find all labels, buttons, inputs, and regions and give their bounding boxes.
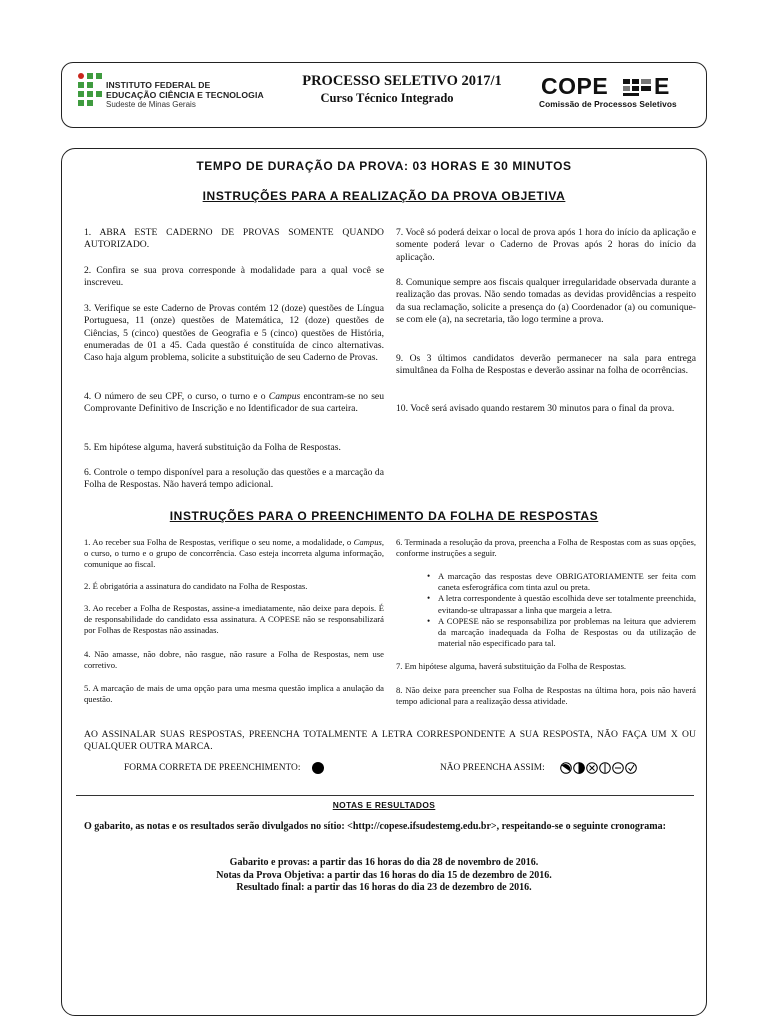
institution-line-2: EDUCAÇÃO CIÊNCIA E TECNOLOGIA [106,89,264,100]
answer-sheet-item-1-campus: Campus [353,537,382,547]
cope-logo [537,73,702,113]
exam-subtitle: Curso Técnico Integrado [320,91,454,105]
answer-sheet-item-5: 5. A marcação de mais de uma opção para uma mesma questão implica a anulação da questão. [84,683,384,705]
answer-sheet-item-7: 7. Em hipótese alguma, haverá substituição da Folha de Respostas. [396,661,627,671]
correct-marking-label: FORMA CORRETA DE PREENCHIMENTO: [124,763,301,773]
objective-item-10: 10. Você será avisado quando restarem 30 minutos para o final da prova. [396,403,675,414]
objective-item-4 [84,391,384,416]
answer-sheet-item-6: 6. Terminada a resolução da prova, preencha a Folha de Respostas com as suas opções, conforme instruções a seguir. [396,537,696,559]
schedule-item-gabarito: Gabarito e provas: a partir das 16 horas do dia 28 de novembro de 2016. [229,857,539,868]
exam-title-block [262,73,542,106]
answer-sheet-item-8: 8. Não deixe para preencher sua Folha de Respostas na última hora, pois não haverá tempo adicional para a realização dessa atividade. [396,685,696,707]
answer-sheet-item-1-text: 1. Ao receber sua Folha de Respostas, verifique o seu nome, a modalidade, o [84,537,354,547]
schedule-item-notas: Notas da Prova Objetiva: a partir das 16 horas do dia 15 de dezembro de 2016. [216,869,552,881]
filled-bubble-icon [312,762,324,774]
answer-sheet-bullet-list [420,571,696,649]
incorrect-bubbles-icon [560,761,650,775]
exam-duration: TEMPO DE DURAÇÃO DA PROVA: 03 HORAS E 30 MINUTOS [196,159,572,173]
objective-item-3: 3. Verifique se este Caderno de Provas contém 12 (doze) questões de Língua Portuguesa, 11 (onze) questões de Matemática, 12 (doze) questões de Ciências, 5 (cinco) questões de Geografia e 5 (cinco) questões de História, enumeradas de 01 a 45. Cada questão é constituída de cinco alternativas. Caso haja algum problema, solicite a substituição de seu Caderno de Provas. [84,303,384,364]
institution-logo-icon [78,73,102,109]
results-schedule [62,857,706,895]
answer-sheet-bullet-3: • A COPESE não se responsabiliza por problemas na leitura que advierem da marcação inadequada da Folha de Respostas ou da utilização de material não especificado para tal. [420,616,696,650]
answer-sheet-item-3: 3. Ao receber a Folha de Respostas, assine-a imediatamente, não deixe para depois. É de responsabilidade do candidato essa assinatura. A COPESE não se responsabilizará por Folhas de Respostas não assinadas. [84,603,384,636]
marking-warning: AO ASSINALAR SUAS RESPOSTAS, PREENCHA TOTALMENTE A LETRA CORRESPONDENTE A SUA RESPOSTA, NÃO FAÇA UM X OU QUALQUER OUTRA MARCA. [84,729,696,753]
cope-logo-word: COPE [541,73,609,99]
schedule-item-resultado: Resultado final: a partir das 16 horas do dia 23 de dezembro de 2016. [236,882,532,894]
objective-item-4-text: 4. O número de seu CPF, o curso, o turno e o [84,391,269,402]
incorrect-marking-label: NÃO PREENCHA ASSIM: [440,763,545,773]
objective-heading-text: INSTRUÇÕES PARA A REALIZAÇÃO DA PROVA OBJETIVA [202,189,566,203]
objective-item-2: 2. Confira se sua prova corresponde à modalidade para a qual você se inscreveu. [84,265,384,289]
cope-logo-subtitle: Comissão de Processos Seletivos [539,99,677,109]
institution-line-1: INSTITUTO FEDERAL DE [106,80,211,90]
section-divider [76,795,694,796]
objective-item-6: 6. Controle o tempo disponível para a resolução das questões e a marcação da Folha de Respostas. Não haverá tempo adicional. [84,467,384,491]
results-heading [62,800,706,810]
objective-item-7: 7. Você só poderá deixar o local de prova após 1 hora do início da aplicação e somente poderá levar o Caderno de Provas após 2 horas do início da aplicação. [396,227,696,263]
instructions-box [61,148,707,1016]
objective-item-8: 8. Comunique sempre aos fiscais qualquer irregularidade observada durante a realização das provas. Não sendo tomadas as devidas providências a respeito da sua reclamação, solicite a presença do (a) Coordenador (a) ou comunique-se com ele (a), na secretaria, tão logo termine a prova. [396,277,696,325]
answer-sheet-heading-text: INSTRUÇÕES PARA O PREENCHIMENTO DA FOLHA DE RESPOSTAS [169,509,599,523]
answer-sheet-bullet-2: • A letra correspondente à questão escolhida deve ser totalmente preenchida, evitando-se ultrapassar a linha que margeia a letra. [420,593,696,615]
header-box [61,62,707,128]
objective-instructions-heading [62,189,706,203]
institution-line-3: Sudeste de Minas Gerais [106,100,196,109]
cope-blocks-icon [623,79,653,96]
results-intro: O gabarito, as notas e os resultados serão divulgados no sítio: <http://copese.ifsudestemg.edu.br>, respeitando-se o seguinte cronograma: [84,821,666,832]
objective-item-4-campus: Campus [268,391,301,402]
answer-sheet-bullet-1: • A marcação das respostas deve OBRIGATORIAMENTE ser feita com caneta esferográfica com tinta azul ou preta. [420,571,696,593]
exam-title: PROCESSO SELETIVO 2017/1 [302,73,502,89]
objective-item-9: 9. Os 3 últimos candidatos deverão permanecer na sala para entrega simultânea da Folha de Respostas e deverão assinar na folha de ocorrências. [396,353,696,377]
objective-item-1: 1. ABRA ESTE CADERNO DE PROVAS SOMENTE QUANDO AUTORIZADO. [84,227,384,251]
answer-sheet-item-2: 2. É obrigatória a assinatura do candidato na Folha de Respostas. [84,581,308,591]
answer-sheet-item-4: 4. Não amasse, não dobre, não rasgue, não rasure a Folha de Respostas, nem use corretivo. [84,649,384,671]
cope-logo-letter: E [654,73,670,99]
objective-item-4-rest: encontram-se no seu Comprovante Definitivo de Inscrição e no Identificador de sua carteira. [84,391,384,415]
answer-sheet-instructions-heading [62,509,706,523]
answer-sheet-item-1 [84,537,384,571]
objective-item-5: 5. Em hipótese alguma, haverá substituição da Folha de Respostas. [84,442,341,453]
answer-sheet-item-1-rest: , o curso, o turno e o grupo de concorrência. Caso esteja incorreta alguma informação, comunique ao fiscal. [84,537,384,570]
results-heading-text: NOTAS E RESULTADOS [332,800,436,810]
